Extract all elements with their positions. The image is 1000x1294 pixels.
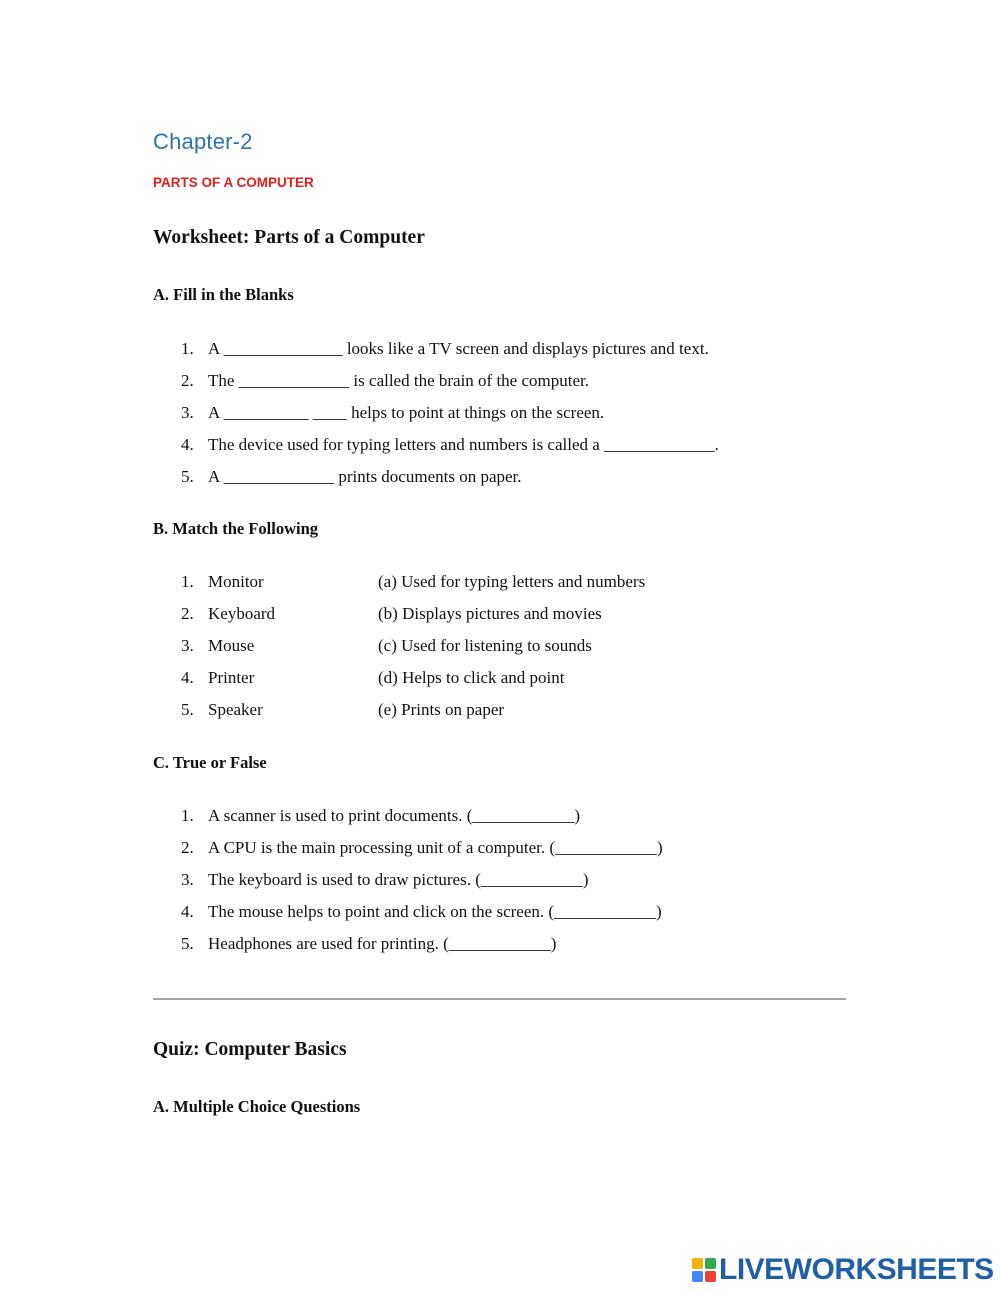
item-number: 4. xyxy=(181,902,194,921)
item-number: 5. xyxy=(181,467,194,486)
match-term: Mouse xyxy=(208,636,255,655)
match-term: Keyboard xyxy=(208,604,276,623)
fill-blank-question: A __________ ____ helps to point at things on the screen. xyxy=(208,403,605,422)
chapter-title: Chapter-2 xyxy=(153,129,253,154)
item-number: 3. xyxy=(181,870,194,889)
item-number: 2. xyxy=(181,838,194,857)
worksheet-title: Worksheet: Parts of a Computer xyxy=(153,227,425,248)
fill-blank-question: The _____________ is called the brain of the computer. xyxy=(208,371,589,390)
true-false-statement: A CPU is the main processing unit of a computer. (____________) xyxy=(208,838,663,857)
quiz-title: Quiz: Computer Basics xyxy=(153,1039,347,1060)
item-number: 4. xyxy=(181,435,194,454)
true-false-statement: The keyboard is used to draw pictures. (____________) xyxy=(208,870,589,889)
liveworksheets-logo-icon xyxy=(692,1258,716,1282)
true-false-statement: A scanner is used to print documents. (____________) xyxy=(208,806,581,825)
section-divider xyxy=(153,998,846,1000)
match-definition: (e) Prints on paper xyxy=(378,700,505,719)
item-number: 4. xyxy=(181,668,194,687)
true-false-statement: Headphones are used for printing. (____________) xyxy=(208,934,557,953)
logo-square-4 xyxy=(705,1271,716,1282)
match-definition: (c) Used for listening to sounds xyxy=(378,636,592,655)
logo-square-2 xyxy=(705,1258,716,1269)
logo-square-1 xyxy=(692,1258,703,1269)
match-definition: (b) Displays pictures and movies xyxy=(378,604,602,623)
item-number: 1. xyxy=(181,572,194,591)
item-number: 1. xyxy=(181,806,194,825)
item-number: 3. xyxy=(181,403,194,422)
match-term: Printer xyxy=(208,668,255,687)
item-number: 2. xyxy=(181,604,194,623)
liveworksheets-logo xyxy=(692,1253,994,1287)
logo-text: LIVEWORKSHEETS xyxy=(719,1253,994,1286)
fill-blank-question: The device used for typing letters and numbers is called a _____________. xyxy=(208,435,719,454)
fill-blanks-heading: A. Fill in the Blanks xyxy=(153,285,294,304)
item-number: 2. xyxy=(181,371,194,390)
item-number: 5. xyxy=(181,934,194,953)
match-heading: B. Match the Following xyxy=(153,519,318,538)
true-false-statement: The mouse helps to point and click on the screen. (____________) xyxy=(208,902,662,921)
match-term: Monitor xyxy=(208,572,264,591)
mcq-heading: A. Multiple Choice Questions xyxy=(153,1097,361,1116)
fill-blank-question: A _____________ prints documents on paper. xyxy=(208,467,522,486)
logo-square-3 xyxy=(692,1271,703,1282)
match-term: Speaker xyxy=(208,700,263,719)
match-definition: (d) Helps to click and point xyxy=(378,668,565,687)
item-number: 5. xyxy=(181,700,194,719)
item-number: 3. xyxy=(181,636,194,655)
true-false-heading: C. True or False xyxy=(153,753,267,772)
chapter-subtitle: PARTS OF A COMPUTER xyxy=(153,175,314,190)
match-definition: (a) Used for typing letters and numbers xyxy=(378,572,646,591)
item-number: 1. xyxy=(181,339,194,358)
fill-blank-question: A ______________ looks like a TV screen and displays pictures and text. xyxy=(208,339,709,358)
